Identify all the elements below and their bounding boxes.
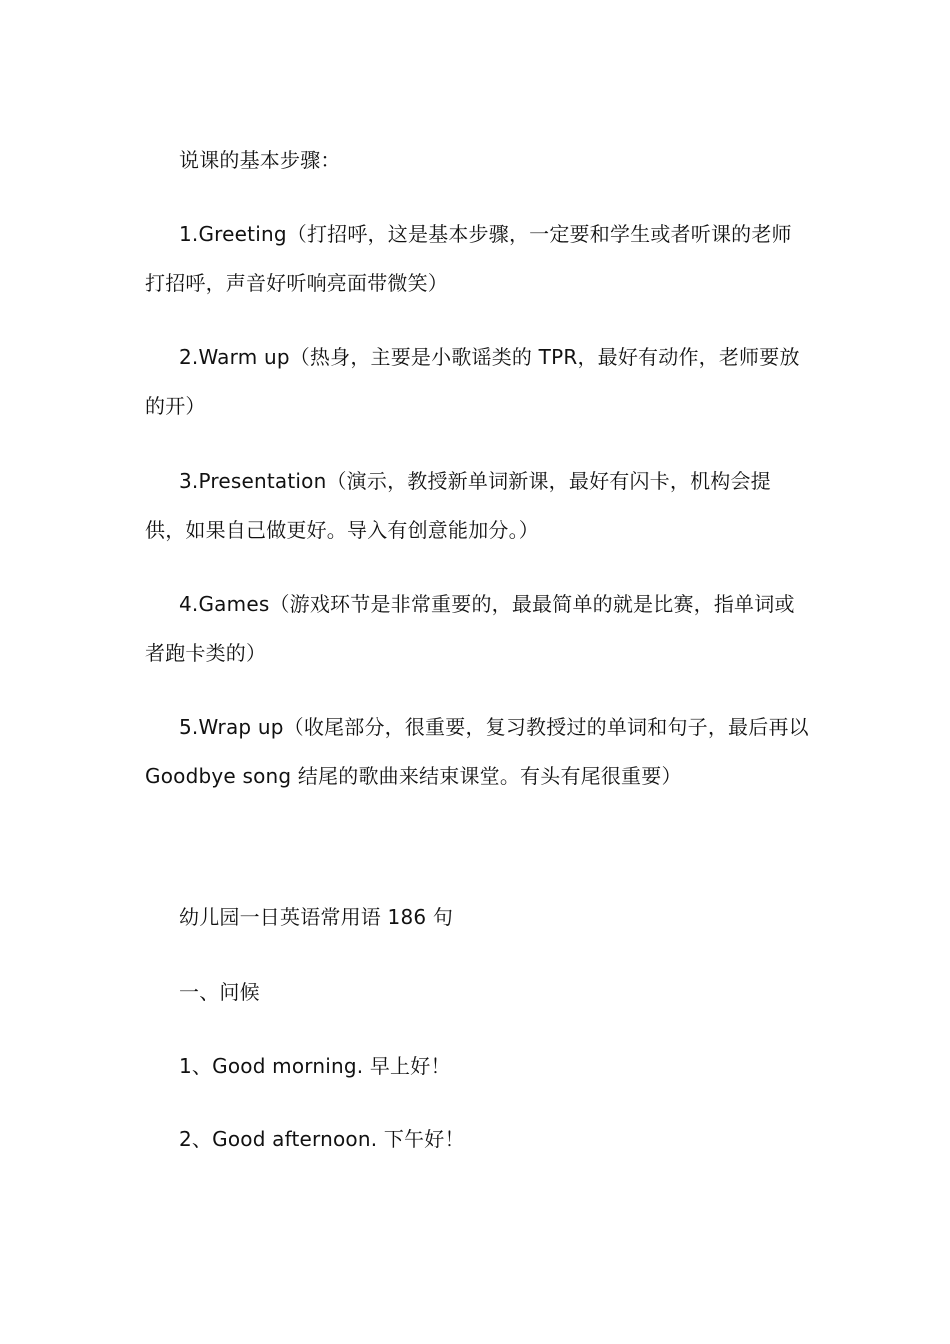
step-wrap-up: 5.Wrap up（收尾部分，很重要，复习教授过的单词和句子，最后再以 Goodbye song 结尾的歌曲来结束课堂。有头有尾很重要） xyxy=(145,715,809,788)
step-games: 4.Games（游戏环节是非常重要的，最最简单的就是比赛，指单词或者跑卡类的） xyxy=(145,592,795,665)
phrase-good-afternoon: 2、Good afternoon. 下午好！ xyxy=(179,1127,465,1151)
step-greeting: 1.Greeting（打招呼，这是基本步骤，一定要和学生或者听课的老师打招呼，声音好听响亮面带微笑） xyxy=(145,222,792,295)
step-presentation: 3.Presentation（演示，教授新单词新课，最好有闪卡，机构会提供，如果自己做更好。导入有创意能加分。） xyxy=(145,469,771,542)
subsection-title: 一、问候 xyxy=(179,980,260,1004)
section-title: 幼儿园一日英语常用语 186 句 xyxy=(179,905,454,929)
phrase-good-morning: 1、Good morning. 早上好！ xyxy=(179,1054,451,1078)
step-warm-up: 2.Warm up（热身，主要是小歌谣类的 TPR，最好有动作，老师要放的开） xyxy=(145,345,800,418)
intro-title: 说课的基本步骤： xyxy=(179,148,341,172)
